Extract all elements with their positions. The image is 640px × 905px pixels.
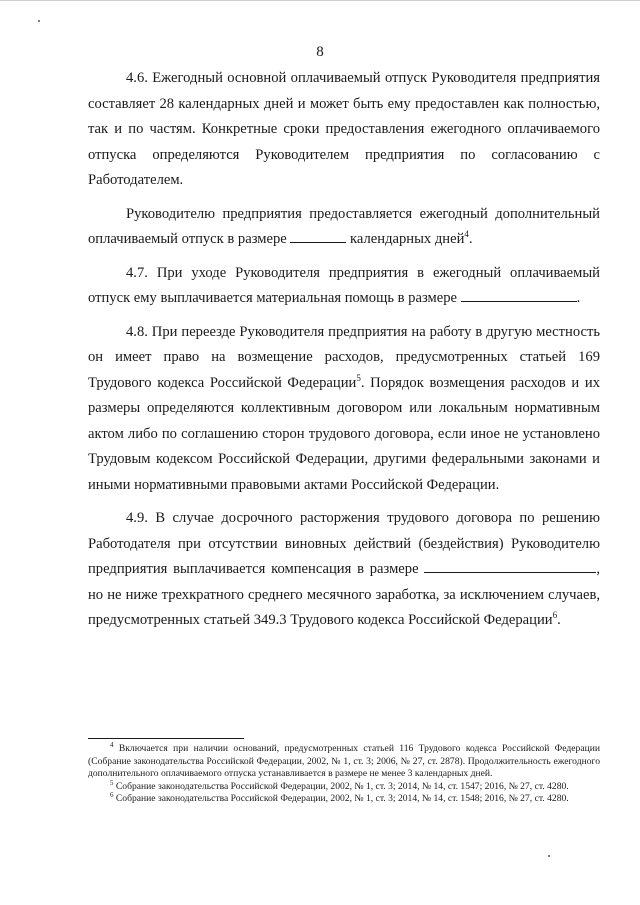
- scan-top-edge: [0, 0, 640, 1]
- footnote-reference: 4: [464, 229, 469, 240]
- scan-speck: [38, 20, 40, 22]
- paragraph-p49: [88, 506, 600, 634]
- paragraph-text: 4.6. Ежегодный основной оплачиваемый отпуск Руководителя предприятия составляет 28 календарных дней и может быть ему предоставлен как полностью, так и по частям. Конкретные сроки предоставления ежегодного оплачиваемого отпуска определяются Руководителем предприятия по согласованию с Работодателем.: [88, 70, 600, 188]
- paragraph-p46b: [88, 202, 600, 253]
- footnote-4: [88, 740, 600, 781]
- paragraph-text: календарных дней: [346, 231, 465, 247]
- footnote-reference: 6: [552, 610, 558, 621]
- paragraph-text: Руководителю предприятия предоставляется ежегодный дополнительный оплачиваемый отпуск в размере: [88, 205, 600, 247]
- paragraph-text: . Порядок возмещения расходов и их размеры определяются коллективным договором или локальным нормативным актом либо по соглашению сторон трудового договора, если иное не установлено Трудовым кодексом Российской Федерации, другими федеральными законами и иными нормативными правовыми актами Российской Федерации.: [88, 374, 600, 493]
- paragraph-p46: [88, 66, 600, 194]
- page-number: 8: [316, 44, 324, 60]
- footnote-5: [88, 778, 600, 794]
- paragraph-text: 4.8. При переезде Руководителя предприятия на работу в другую местность он имеет право на возмещение расходов, предусмотренных статьей 169 Трудового кодекса Российской Федерации: [88, 323, 600, 391]
- paragraph-text: 4.9. В случае досрочного расторжения трудового договора по решению Работодателя при отсутствии виновных действий (бездействия) Руководителю предприятия выплачивается компенсация в размере: [88, 510, 600, 577]
- paragraph-text: .: [576, 290, 581, 306]
- paragraph-p48: [88, 320, 600, 499]
- paragraph-text: .: [468, 231, 473, 247]
- paragraph-text: .: [557, 612, 561, 628]
- fill-in-blank: [290, 228, 346, 243]
- scan-speck: [548, 855, 550, 857]
- footnote-text: Включается при наличии оснований, предусмотренных статьей 116 Трудового кодекса Российской Федерации (Собрание законодательства Российской Федерации, 2002, № 1, ст. 3; 2006, № 27, ст. 2878). Продолжительность ежегодного дополнительного оплачиваемого отпуска устанавливается в размере не менее 3 календарных дней.: [88, 743, 600, 780]
- footnote-number: 5: [110, 778, 114, 787]
- footnote-text: Собрание законодательства Российской Федерации, 2002, № 1, ст. 3; 2014, № 14, ст. 1547; 2016, № 27, ст. 4280.: [113, 780, 569, 792]
- paragraph-text: 4.7. При уходе Руководителя предприятия в ежегодный оплачиваемый отпуск ему выплачивается материальная помощь в размере: [88, 264, 600, 306]
- document-body: [88, 66, 600, 642]
- footnote-number: 4: [110, 740, 114, 749]
- footnote-reference: 5: [356, 372, 361, 383]
- paragraph-text: , но не ниже трехкратного среднего месячного заработка, за исключением случаев, предусмотренных статьей 349.3 Трудового кодекса Российской Федерации: [88, 561, 600, 628]
- paragraph-p47: [88, 261, 600, 312]
- fill-in-blank: [461, 287, 577, 302]
- footnotes: [88, 740, 600, 806]
- footnote-6: [88, 793, 600, 806]
- footnote-text: Собрание законодательства Российской Федерации, 2002, № 1, ст. 3; 2014, № 14, ст. 1548; 2016, № 27, ст. 4280.: [113, 793, 569, 805]
- footnote-number: 6: [110, 791, 114, 800]
- footnote-separator: [88, 738, 244, 739]
- fill-in-blank: [424, 558, 596, 573]
